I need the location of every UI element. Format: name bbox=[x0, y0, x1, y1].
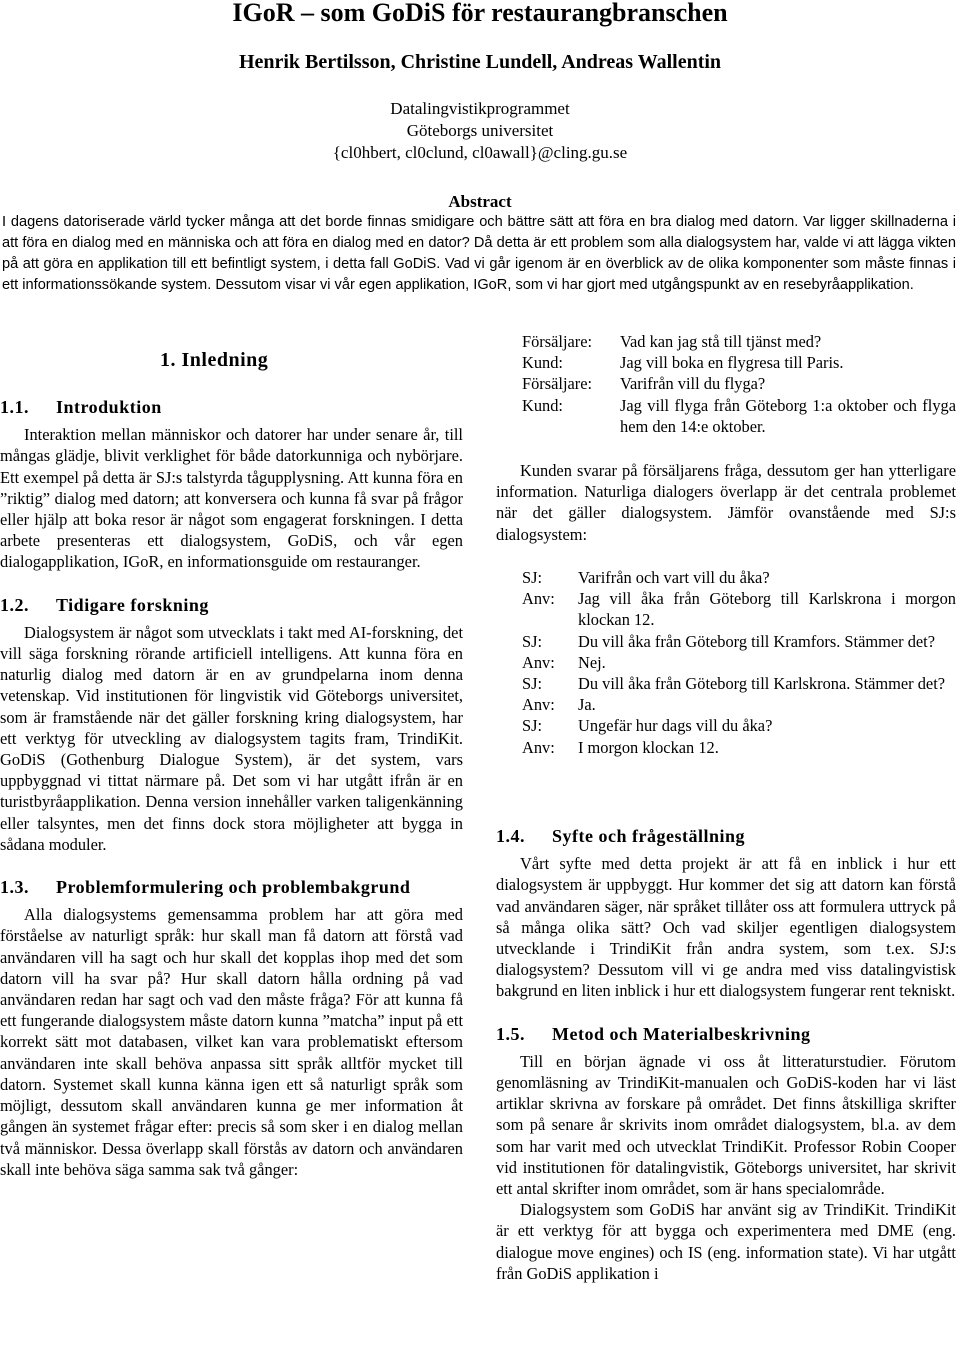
section-heading-1-2 bbox=[0, 595, 463, 616]
dialog-line bbox=[522, 331, 956, 352]
section-number: 1.3. bbox=[0, 877, 29, 898]
affiliation-department: Datalingvistikprogrammet bbox=[390, 99, 570, 118]
dialog-speaker: Anv: bbox=[522, 737, 555, 757]
dialog-line bbox=[522, 631, 956, 652]
affiliation-emails: {cl0hbert, cl0clund, cl0awall}@cling.gu.se bbox=[332, 143, 628, 162]
dialog-line bbox=[522, 715, 956, 736]
dialog-utterance: Varifrån och vart vill du åka? bbox=[578, 568, 770, 587]
paragraph-metod-1: Till en början ägnade vi oss åt litteraturstudier. Förutom genomläsning av TrindiKit-manualen och GoDiS-koden har vi läst artiklar skrivna av forskare på området. Det finns åtskilliga skrifter som på senare år skrivits inom området dialogsystem, bl.a. av dem som har varit med och utvecklat TrindiKit. Professor Robin Cooper vid institutionen för datalingvistik, Göteborgs universitet, har skrivit ett antal skrifter inom området, som är hans specialområde. bbox=[496, 1051, 956, 1199]
dialog-utterance: Du vill åka från Göteborg till Karlskrona. Stämmer det? bbox=[578, 674, 946, 694]
dialog-speaker: Försäljare: bbox=[522, 374, 593, 394]
dialog-line bbox=[522, 373, 956, 394]
dialog-line bbox=[522, 652, 956, 673]
dialog-utterance: Vad kan jag stå till tjänst med? bbox=[620, 332, 822, 351]
dialog-line bbox=[522, 352, 956, 373]
abstract-text: I dagens datoriserade värld tycker många att det borde finnas smidigare och bättre sätt att föra en bra dialog med datorn. Var ligger skillnaderna i att föra en dialog med en människa och att föra en dialog med en dator? Då detta är ett problem som alla dialogsystem har, valde vi att lägga vikten på att göra en applikation till ett befintligt system, i detta fall GoDiS. Vad vi går igenom är en överblick av de olika komponenter som måste finnas i ett informationssökande system. Dessutom visar vi vår egen applikation, IGoR, som vi har gjort med utgångspunkt av en resebyråapplikation. bbox=[2, 214, 956, 293]
dialog-line bbox=[522, 694, 956, 715]
section-title: Metod och Materialbeskrivning bbox=[552, 1023, 811, 1044]
paragraph-introduktion: Interaktion mellan människor och datorer har under senare år, till mångas glädje, blivit verklighet för både datorkunniga och nybörjare. Ett exempel på detta är SJ:s talstyrda tågupplysning. Att kunna föra en ”riktig” dialog med datorn; att konversera och kunna få svar på frågor eller hjälp att boka resor är något som engagerat forskningen. I detta arbete presenteras ett dialogsystem, GoDiS, och vår egen dialogapplikation, IGoR, en informationsguide om restauranger. bbox=[0, 425, 463, 572]
dialog-speaker: Försäljare: bbox=[522, 332, 593, 351]
dialog-utterance: Jag vill boka en flygresa till Paris. bbox=[620, 353, 844, 373]
dialog-speaker: SJ: bbox=[522, 631, 543, 651]
paragraph-tidigare-forskning: Dialogsystem är något som utvecklats i takt med AI-forskning, det vill säga forskning rörande artificiell intelligens. Att kunna föra en naturlig dialog med datorn är en av grundpelarna inom denna vetenskap. Vid institutionen för lingvistik vid Göteborgs universitet, som är framstående när det gäller forskning kring dialogsystem, har ett verktyg för utveckling av dialogsystem tagits fram, TrindiKit. GoDiS (Gothenburg Dialogue System), är det system, vars uppbyggnad vi tittat närmare på. Det som vi har utgått ifrån är en turistbyråapplikation. Denna version innehåller varken taligenkänning eller talsyntes, men det finns dock stora möjligheter att bygga in sådana moduler. bbox=[0, 622, 463, 854]
dialog-utterance: Ja. bbox=[578, 695, 596, 715]
left-column bbox=[0, 397, 463, 1180]
dialog-utterance: Jag vill åka från Göteborg till Karlskrona i morgon klockan 12. bbox=[578, 589, 956, 630]
right-paragraph-overlap bbox=[496, 460, 956, 545]
paragraph-metod-2: Dialogsystem som GoDiS har använt sig av TrindiKit. TrindiKit är ett verktyg för att bygga och experimentera med DME (eng. dialogue move engines) och IS (eng. information state). Vi har utgått från GoDiS applikation i bbox=[496, 1200, 956, 1283]
dialog-line bbox=[522, 567, 956, 588]
section-heading-1-4 bbox=[496, 826, 956, 847]
paper-title: IGoR – som GoDiS för restaurangbranschen bbox=[232, 0, 728, 27]
dialog-utterance: Ungefär hur dags vill du åka? bbox=[578, 716, 773, 736]
abstract-heading: Abstract bbox=[448, 192, 512, 211]
section-title: Problemformulering och problembakgrund bbox=[56, 877, 411, 898]
section-title: Introduktion bbox=[56, 397, 162, 417]
dialog-line bbox=[522, 395, 956, 437]
right-column-sections bbox=[496, 826, 956, 1284]
paragraph-overlapp: Kunden svarar på försäljarens fråga, dessutom ger han ytterligare information. Naturliga dialogers överlapp är det centrala problemet när det gäller dialogsystem. Jämför ovanstående med SJ:s dialogsystem: bbox=[496, 461, 956, 544]
paragraph-problemformulering: Alla dialogsystems gemensamma problem har att göra med förståelse av naturligt språk: hur skall man få datorn att förstå vad användaren vill ha sagt och hur skall det kopplas ihop med det som datorn vill ha svar på? Hur skall datorn hålla ordning på vad användaren redan har sagt och vad den måste fråga? För att kunna få ett fungerande dialogsystem måste datorn kunna ”matcha” input på ett korrekt sätt mot databasen, vilket kan vara problematiskt eftersom användaren inte skall behöva anpassa sitt språk alltför mycket till datorn. Systemet skall kunna känna igen ett så naturligt språk som möjligt, dessutom skall användaren kunna ge mer information åt gången än systemet frågar efter: precis så som sker i en dialog mellan två människor. Dessa överlapp skall förstås av datorn och användaren skall inte behöva säga samma sak två gånger: bbox=[0, 905, 463, 1179]
dialog-utterance: Varifrån vill du flyga? bbox=[620, 374, 766, 394]
dialog-example-1 bbox=[522, 331, 956, 437]
section-heading-1-5 bbox=[496, 1024, 956, 1045]
dialog-line bbox=[522, 588, 956, 630]
dialog-speaker: Kund: bbox=[522, 353, 563, 373]
dialog-speaker: SJ: bbox=[522, 568, 543, 587]
section-heading-inledning: 1. Inledning bbox=[160, 349, 269, 371]
section-number: 1.5. bbox=[496, 1023, 525, 1044]
section-heading-1-3 bbox=[0, 877, 463, 898]
dialog-speaker: SJ: bbox=[522, 716, 543, 736]
section-number: 1.4. bbox=[496, 826, 525, 846]
dialog-utterance: Nej. bbox=[578, 652, 606, 672]
section-number: 1.2. bbox=[0, 594, 29, 615]
dialog-line bbox=[522, 673, 956, 694]
affiliation-university: Göteborgs universitet bbox=[406, 121, 554, 140]
section-heading-1-1 bbox=[0, 397, 463, 418]
dialog-utterance: I morgon klockan 12. bbox=[578, 737, 719, 757]
dialog-utterance: Jag vill flyga från Göteborg 1:a oktober och flyga hem den 14:e oktober. bbox=[620, 395, 956, 436]
section-title: Syfte och frågeställning bbox=[552, 826, 745, 846]
dialog-line bbox=[522, 737, 956, 758]
dialog-speaker: Anv: bbox=[522, 695, 555, 715]
section-title: Tidigare forskning bbox=[56, 594, 209, 615]
dialog-speaker: Anv: bbox=[522, 589, 555, 609]
dialog-speaker: SJ: bbox=[522, 674, 543, 694]
paragraph-syfte: Vårt syfte med detta projekt är att få en inblick i hur ett dialogsystem är uppbyggt. Hur kommer det sig att datorn kan förstå vad användaren säger, när språket tillåter oss att formulera uttryck på så många olika sätt? Och vad skiljer egentligen dialogsystem utvecklande i TrindiKit från andra system, som t.ex. SJ:s dialogsystem? Dessutom vill vi ge andra med viss datalingvistisk bakgrund en liten inblick i hur ett dialogsystem fungerar rent tekniskt. bbox=[496, 854, 956, 1001]
dialog-speaker: Anv: bbox=[522, 652, 555, 672]
section-number: 1.1. bbox=[0, 397, 29, 417]
dialog-speaker: Kund: bbox=[522, 395, 563, 415]
dialog-example-2 bbox=[522, 567, 956, 758]
dialog-utterance: Du vill åka från Göteborg till Kramfors. Stämmer det? bbox=[578, 631, 936, 651]
author-list: Henrik Bertilsson, Christine Lundell, Andreas Wallentin bbox=[238, 51, 722, 73]
affiliation bbox=[0, 98, 960, 164]
